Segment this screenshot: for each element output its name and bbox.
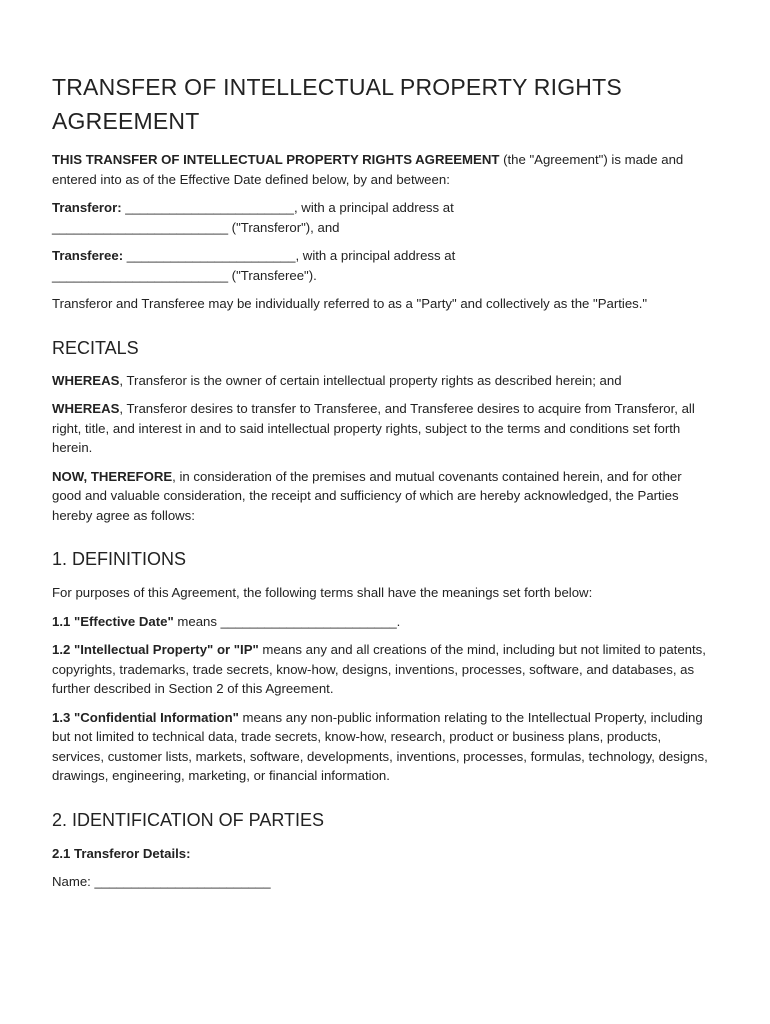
definition-text: means any non-public information relating to the Intellectual Property, including but not limited to technical data, trade secrets, know-how, research, product or business plans, products, services, customer lists, markets, software, developments, inventions, processes, formulas, technology, designs, drawings, engineering, marketing, or financial information.	[52, 709, 708, 783]
definition-term: 1.1 "Effective Date"	[52, 613, 174, 629]
recital-bold: WHEREAS	[52, 401, 120, 416]
transferee-paragraph	[52, 246, 712, 285]
definition-item	[52, 708, 712, 786]
transferee-line1: _______________________, with a principal address at	[123, 248, 456, 263]
definition-item	[52, 640, 712, 699]
parties-paragraph: Transferor and Transferee may be individually referred to as a "Party" and collectively as the "Parties."	[52, 296, 648, 311]
recital-item	[52, 399, 712, 458]
recital-text: , in consideration of the premises and mutual covenants contained herein, and for other good and valuable consideration, the receipt and sufficiency of which are hereby acknowledged, the Parties hereby agree as follows:	[52, 468, 682, 523]
document-title: TRANSFER OF INTELLECTUAL PROPERTY RIGHTS AGREEMENT	[52, 74, 622, 134]
definition-text: means any and all creations of the mind, including but not limited to patents, copyrights, trademarks, trade secrets, know-how, designs, inventions, processes, software, and databases, as further described in Section 2 of this Agreement.	[52, 642, 706, 696]
definitions-heading: 1. DEFINITIONS	[52, 549, 187, 569]
recital-bold: WHEREAS	[52, 372, 120, 388]
recital-item	[52, 467, 712, 526]
transferor-line1: _______________________, with a principal address at	[121, 200, 454, 215]
recital-text: , Transferor is the owner of certain intellectual property rights as described herein; and	[119, 372, 622, 388]
transferor-details-subheading	[52, 844, 712, 864]
definitions-intro: For purposes of this Agreement, the following terms shall have the meanings set forth below:	[52, 585, 593, 600]
intro-paragraph	[52, 150, 712, 189]
definition-text: means ________________________.	[173, 613, 401, 629]
name-field-line: Name: ________________________	[52, 874, 271, 889]
transferor-line2: ________________________ ("Transferor"), and	[52, 219, 340, 235]
intro-text: (the "Agreement") is made and entered into as of the Effective Date defined below, by and between:	[52, 152, 684, 187]
subheading-text: 2.1 Transferor Details:	[52, 845, 191, 861]
definition-term: 1.3 "Confidential Information"	[52, 709, 239, 725]
transferee-line2: ________________________ ("Transferee").	[52, 267, 317, 283]
recital-item	[52, 371, 712, 391]
transferor-label: Transferor:	[52, 200, 122, 215]
recital-bold: NOW, THEREFORE	[52, 468, 173, 484]
transferee-label: Transferee:	[52, 248, 124, 263]
definition-item	[52, 612, 712, 632]
recital-text: , Transferor desires to transfer to Transferee, and Transferee desires to acquire from Transferor, all right, title, and interest in and to said intellectual property rights, subject to the terms and conditions set forth herein.	[52, 401, 695, 455]
intro-bold: THIS TRANSFER OF INTELLECTUAL PROPERTY RIGHTS AGREEMENT	[52, 152, 500, 167]
definition-term: 1.2 "Intellectual Property" or "IP"	[52, 642, 259, 657]
transferor-paragraph	[52, 198, 712, 237]
identification-heading: 2. IDENTIFICATION OF PARTIES	[52, 809, 325, 830]
recitals-heading: RECITALS	[52, 337, 139, 358]
